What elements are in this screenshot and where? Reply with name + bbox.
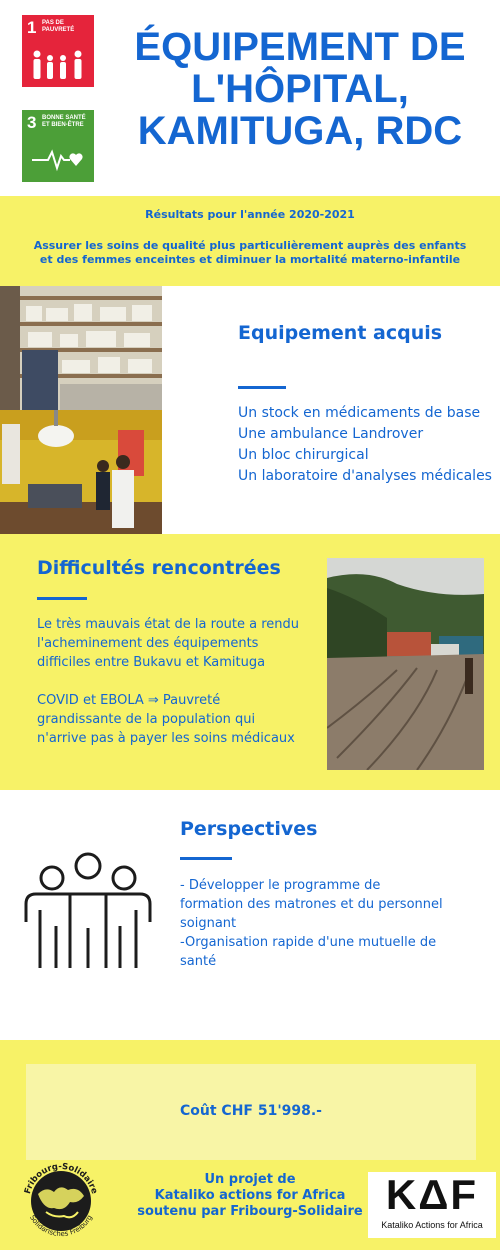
sdg-goal-3-badge (22, 110, 94, 182)
project-line-3: soutenu par Fribourg-Solidaire (137, 1204, 363, 1219)
road-line-2: l'acheminement des équipements (37, 636, 259, 651)
perspectives-text (180, 876, 480, 971)
title-line-1: ÉQUIPEMENT DE (134, 25, 466, 69)
perspectives-line-2: formation des matrones et du personnel (180, 897, 443, 912)
community-people-icon (20, 848, 156, 972)
mission-statement (30, 239, 470, 267)
project-cost: Coût CHF 51'998.- (180, 1103, 322, 1119)
equipment-list (238, 403, 492, 487)
pharmacy-photo (0, 286, 162, 410)
epidemic-line-1: COVID et EBOLA ⇒ Pauvreté (37, 693, 221, 708)
title-line-2: L'HÔPITAL, (191, 67, 409, 111)
mission-line-1: Assurer les soins de qualité plus particulièrement auprès des enfants (33, 239, 467, 252)
perspectives-divider (180, 857, 232, 860)
difficulties-heading: Difficultés rencontrées (37, 557, 281, 579)
kaf-mark: KΔF (385, 1171, 479, 1218)
page-title (110, 26, 490, 152)
project-line-2: Kataliko actions for Africa (154, 1188, 346, 1203)
title-line-3: KAMITUGA, RDC (137, 109, 463, 153)
road-line-1: Le très mauvais état de la route a rendu (37, 617, 299, 632)
kaf-logo (368, 1172, 496, 1238)
perspectives-line-3: soignant (180, 916, 237, 931)
list-item: Une ambulance Landrover (238, 426, 424, 442)
road-line-3: difficiles entre Bukavu et Kamituga (37, 655, 266, 670)
fribourg-logo-top-text: Fribourg-Solidaire (22, 1161, 100, 1196)
list-item: Un stock en médicaments de base (238, 405, 481, 421)
perspectives-line-1: - Développer le programme de (180, 878, 381, 893)
project-line-1: Un projet de (204, 1172, 296, 1187)
sdg-goal-1-label: PAS DE PAUVRETÉ (42, 20, 75, 33)
equipment-heading: Equipement acquis (238, 322, 443, 344)
sdg-goal-1-badge (22, 15, 94, 87)
results-year: Résultats pour l'année 2020-2021 (145, 208, 355, 221)
sdg-goal-3-number: 3 (27, 113, 37, 132)
list-item: Un bloc chirurgical (238, 447, 369, 463)
perspectives-line-4: -Organisation rapide d'une mutuelle de (180, 935, 437, 950)
sdg-goal-1-number: 1 (27, 18, 37, 37)
perspectives-paragraph (180, 876, 480, 971)
perspectives-line-5: santé (180, 954, 217, 969)
perspectives-heading: Perspectives (180, 818, 318, 840)
equipment-divider (238, 386, 286, 389)
epidemic-paragraph (37, 691, 317, 748)
fribourg-solidaire-logo (20, 1160, 102, 1242)
family-icon (30, 49, 86, 81)
difficulties-divider (37, 597, 87, 600)
epidemic-line-3: n'arrive pas à payer les soins médicaux (37, 731, 295, 746)
sdg-goal-3-label: BONNE SANTÉ ET BIEN-ÊTRE (42, 115, 86, 128)
operating-room-photo (0, 410, 162, 534)
road-paragraph (37, 615, 317, 672)
project-credit (130, 1172, 370, 1220)
kaf-name: Kataliko Actions for Africa (381, 1220, 483, 1230)
mission-line-2: et des femmes enceintes et diminuer la mortalité materno-infantile (39, 253, 461, 266)
muddy-road-photo (327, 558, 484, 770)
difficulties-text (37, 615, 317, 748)
epidemic-line-2: grandissante de la population qui (37, 712, 256, 727)
heartbeat-icon (30, 146, 86, 172)
fribourg-logo-bottom-text: Solidarisches Freiburg (27, 1213, 95, 1239)
list-item: Un laboratoire d'analyses médicales (238, 468, 492, 484)
